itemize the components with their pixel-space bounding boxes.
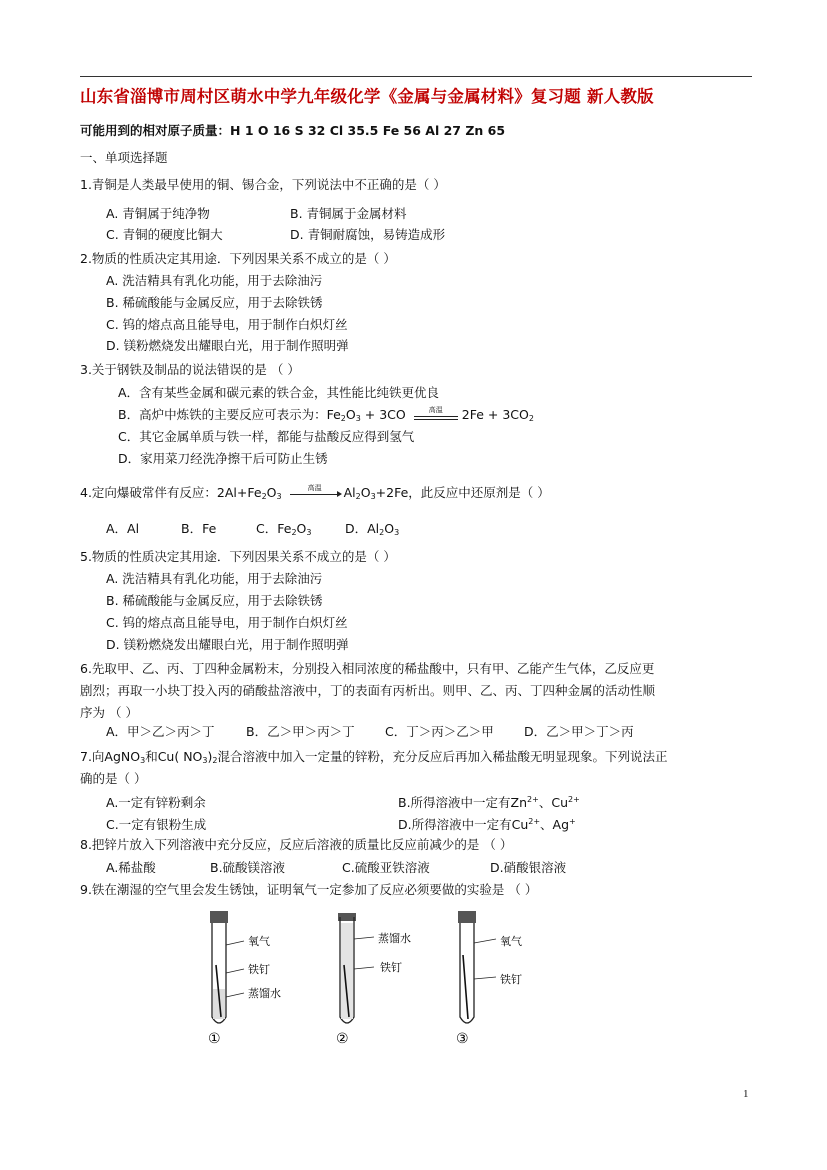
q8-option-a: A.稀盐酸 [106, 860, 156, 875]
q5-option-c: C. 钨的熔点高且能导电，用于制作白炽灯丝 [106, 615, 348, 630]
oil-layer-2 [338, 913, 356, 921]
q4-option-a: A．Al [106, 521, 140, 536]
page-number: 1 [743, 1088, 749, 1100]
q5-stem: 5.物质的性质决定其用途．下列因果关系不成立的是（ ） [80, 549, 396, 564]
q6-stem-line2: 剧烈；再取一小块丁投入丙的硝酸盐溶液中，丁的表面有丙析出。则甲、乙、丙、丁四种金属的活动性顺 [80, 683, 656, 698]
tube1-number: ① [208, 1031, 221, 1047]
q4-option-c: C．$Fe_2O_3$ [256, 521, 312, 537]
q7-stem-line1: 7.向AgNO$_3$和Cu( $NO_3)_2$混合溶液中加入一定量的锌粉，充分反应后再加入稀盐酸无明显现象。下列说法正 [80, 749, 668, 765]
q5-option-a: A. 洗洁精具有乳化功能，用于去除油污 [106, 571, 323, 586]
tube1-label-bot: 蒸馏水 [248, 987, 281, 1000]
stopper-1 [210, 911, 228, 923]
q3-option-c: C．其它金属单质与铁一样，都能与盐酸反应得到氢气 [118, 429, 415, 444]
q5-option-b: B. 稀硫酸能与金属反应，用于去除铁锈 [106, 593, 323, 608]
q6-option-c: C．丁＞丙＞乙＞甲 [385, 724, 494, 739]
tube2-label-mid: 铁钉 [380, 961, 402, 974]
atomic-masses: 可能用到的相对原子质量：H 1 O 16 S 32 Cl 35.5 Fe 56 Al 27 Zn 65 [80, 123, 506, 138]
tube1-label-mid: 铁钉 [248, 963, 270, 976]
q1-option-c: C. 青铜的硬度比铜大 [106, 227, 223, 242]
q8-option-c: C.硫酸亚铁溶液 [342, 860, 430, 875]
q6-stem-line3: 序为 （ ） [80, 705, 138, 720]
q7-option-c: C.一定有银粉生成 [106, 817, 207, 832]
q2-option-c: C. 钨的熔点高且能导电，用于制作白炽灯丝 [106, 317, 348, 332]
q4-option-d: D．$Al_2O_3$ [345, 521, 400, 537]
q8-stem: 8.把锌片放入下列溶液中充分反应，反应后溶液的质量比反应前减少的是 （ ） [80, 837, 513, 852]
tube1-label-top: 氧气 [248, 935, 270, 948]
q5-option-d: D. 镁粉燃烧发出耀眼白光，用于制作照明弹 [106, 637, 349, 652]
tube3-label-top: 氧气 [500, 935, 522, 948]
q3-option-a: A．含有某些金属和碳元素的铁合金，其性能比纯铁更优良 [118, 385, 440, 400]
test-tube-figure [196, 905, 616, 1055]
q2-option-a: A. 洗洁精具有乳化功能，用于去除油污 [106, 273, 323, 288]
q1-option-d: D. 青铜耐腐蚀，易铸造成形 [290, 227, 446, 242]
q2-stem: 2.物质的性质决定其用途．下列因果关系不成立的是（ ） [80, 251, 396, 266]
test-tube-3 [456, 911, 522, 1047]
q4-stem: 4.定向爆破常伴有反应：$2Al+Fe_2O_3$ 高温 $Al_2O_3+2Fe$，此反应中还原剂是（ ） [80, 483, 550, 501]
q6-option-b: B．乙＞甲＞丙＞丁 [246, 724, 355, 739]
q7-option-a: A.一定有锌粉剩余 [106, 795, 206, 810]
q4-option-b: B．Fe [181, 521, 217, 536]
test-tube-2 [336, 913, 411, 1047]
q6-option-d: D．乙＞甲＞丁＞丙 [524, 724, 634, 739]
tube2-label-top: 蒸馏水 [378, 932, 411, 945]
section-heading: 一、单项选择题 [80, 150, 168, 165]
tube3-number: ③ [456, 1031, 469, 1047]
test-tube-1 [208, 911, 281, 1047]
reaction-arrow: 高温 [414, 411, 458, 421]
q6-option-a: A．甲＞乙＞丙＞丁 [106, 724, 215, 739]
q1-stem: 1.青铜是人类最早使用的铜、锡合金，下列说法中不正确的是（ ） [80, 177, 446, 192]
q9-stem: 9.铁在潮湿的空气里会发生锈蚀，证明氧气一定参加了反应必须要做的实验是 （ ） [80, 882, 538, 897]
q1-option-a: A. 青铜属于纯净物 [106, 206, 210, 221]
q3-b-text: B．高炉中炼铁的主要反应可表示为：Fe [118, 407, 341, 422]
q7-option-d: D.所得溶液中一定有$Cu^{2+}$、Ag+ [398, 817, 576, 832]
q7-stem-line2: 确的是（ ） [80, 771, 147, 786]
q8-option-d: D.硝酸银溶液 [490, 860, 567, 875]
q2-option-d: D. 镁粉燃烧发出耀眼白光，用于制作照明弹 [106, 338, 349, 353]
tube2-number: ② [336, 1031, 349, 1047]
q6-stem-line1: 6.先取甲、乙、丙、丁四种金属粉末，分别投入相同浓度的稀盐酸中，只有甲、乙能产生气体，乙反应更 [80, 661, 655, 676]
reaction-arrow: 高温 [290, 489, 340, 499]
q1-option-b: B. 青铜属于金属材料 [290, 206, 407, 221]
q7-option-b: B.所得溶液中一定有$Zn^{2+}$、$Cu^{2+}$ [398, 795, 580, 810]
header-rule [80, 76, 752, 77]
q3-option-b: B．高炉中炼铁的主要反应可表示为：$Fe_2O_3 + 3CO$ 高温 $2Fe + 3CO_2$ [118, 405, 534, 423]
q3-option-d: D．家用菜刀经洗净擦干后可防止生锈 [118, 451, 328, 466]
q3-stem: 3.关于钢铁及制品的说法错误的是 （ ） [80, 362, 300, 377]
stopper-3 [458, 911, 476, 923]
nail-3 [463, 955, 468, 1019]
document-title: 山东省淄博市周村区萌水中学九年级化学《金属与金属材料》复习题 新人教版 [80, 87, 654, 106]
q8-option-b: B.硫酸镁溶液 [210, 860, 286, 875]
tube3-label-mid: 铁钉 [500, 973, 522, 986]
q2-option-b: B. 稀硫酸能与金属反应，用于去除铁锈 [106, 295, 323, 310]
